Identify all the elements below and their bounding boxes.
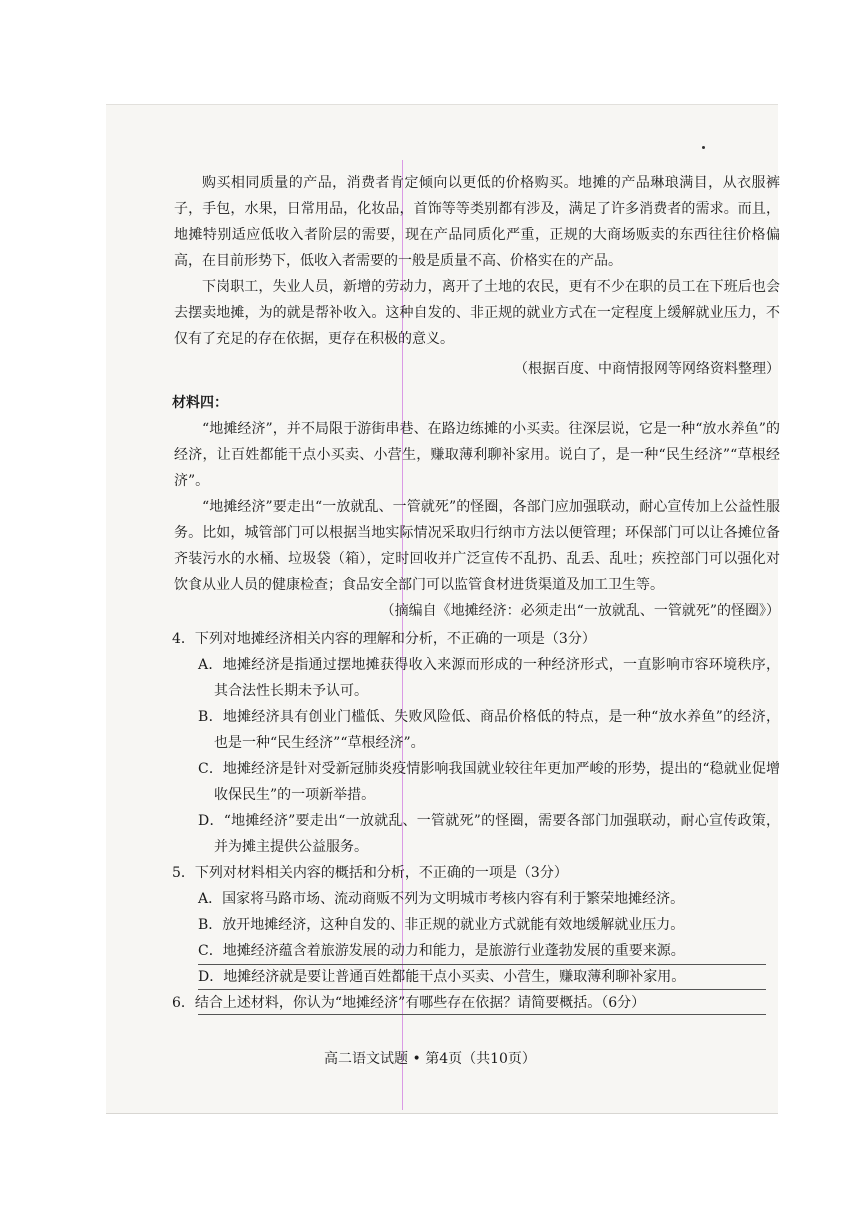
source-citation: （摘编自《地摊经济：必须走出“一放就乱、一管就死”的怪圈》） — [380, 603, 780, 619]
option-b[interactable]: B．地摊经济具有创业门槛低、失败风险低、商品价格低的特点，是一种“放水养鱼”的经济，也是一种“民生经济”“草根经济”。 — [198, 709, 780, 751]
answer-line[interactable] — [198, 1014, 766, 1015]
question-5 — [172, 860, 780, 990]
answer-line[interactable] — [198, 989, 766, 990]
option-c[interactable]: C．地摊经济是针对受新冠肺炎疫情影响我国就业较往年更加严峻的形势，提出的“稳就业促增收保民生”的一项新举措。 — [198, 761, 780, 803]
answer-line[interactable] — [198, 964, 766, 965]
paragraph: “地摊经济”，并不局限于游街串巷、在路边练摊的小买卖。往深层说，它是一种“放水养鱼”的经济，让百姓都能干点小买卖、小营生，赚取薄利聊补家用。说白了，是一种“民生经济”“草根经济”。 — [174, 421, 780, 489]
option-d[interactable]: D．地摊经济就是要让普通百姓都能干点小买卖、小营生，赚取薄利聊补家用。 — [198, 969, 686, 985]
paragraph: 购买相同质量的产品，消费者肯定倾向以更低的价格购买。地摊的产品琳琅满目，从衣服裤子，手包，水果，日常用品，化妆品，首饰等等类别都有涉及，满足了许多消费者的需求。而且，地摊特别适应低收入者阶层的需要，现在产品同质化严重，正规的大商场贩卖的东西往往价格偏高，在目前形势下，低收入者需要的一般是质量不高、价格实在的产品。 — [174, 175, 780, 269]
main-content — [60, 170, 780, 1016]
option-a[interactable]: A．国家将马路市场、流动商贩不列为文明城市考核内容有利于繁荣地摊经济。 — [198, 891, 685, 907]
option-d[interactable]: D．“地摊经济”要走出“一放就乱、一管就死”的怪圈，需要各部门加强联动，耐心宣传政策，并为摊主提供公益服务。 — [198, 813, 780, 855]
speck — [702, 146, 705, 149]
option-a[interactable]: A．地摊经济是指通过摆地摊获得收入来源而形成的一种经济形式，一直影响市容环境秩序，其合法性长期未予认可。 — [198, 657, 780, 699]
question-stem: 6．结合上述材料，你认为“地摊经济”有哪些存在依据？请简要概括。（6分） — [172, 995, 646, 1011]
material-title: 材料四： — [172, 395, 228, 411]
question-4 — [172, 626, 780, 860]
option-b[interactable]: B．放开地摊经济，这种自发的、非正规的就业方式就能有效地缓解就业压力。 — [198, 917, 685, 933]
source-citation: （根据百度、中商情报网等网络资料整理） — [514, 361, 780, 377]
paragraph: “地摊经济”要走出“一放就乱、一管就死”的怪圈，各部门应加强联动，耐心宣传加上公益性服务。比如，城管部门可以根据当地实际情况采取归行纳市方法以便管理；环保部门可以让各摊位备齐装污水的水桶、垃圾袋（箱），定时回收并广泛宣传不乱扔、乱丢、乱吐；疾控部门可以强化对饮食从业人员的健康检查；食品安全部门可以监管食材进货渠道及加工卫生等。 — [174, 499, 780, 593]
paragraph: 下岗职工，失业人员，新增的劳动力，离开了土地的农民，更有不少在职的员工在下班后也会去摆卖地摊，为的就是帮补收入。这种自发的、非正规的就业方式在一定程度上缓解就业压力，不仅有了充足的存在依据，更存在积极的意义。 — [174, 279, 780, 347]
question-stem: 5．下列对材料相关内容的概括和分析，不正确的一项是（3分） — [172, 865, 568, 881]
option-c[interactable]: C．地摊经济蕴含着旅游发展的动力和能力，是旅游行业蓬勃发展的重要来源。 — [198, 943, 685, 959]
question-6 — [172, 990, 780, 1016]
page-footer: 高二语文试题 • 第4页（共10页） — [324, 1051, 536, 1067]
question-stem: 4．下列对地摊经济相关内容的理解和分析，不正确的一项是（3分） — [172, 631, 596, 647]
